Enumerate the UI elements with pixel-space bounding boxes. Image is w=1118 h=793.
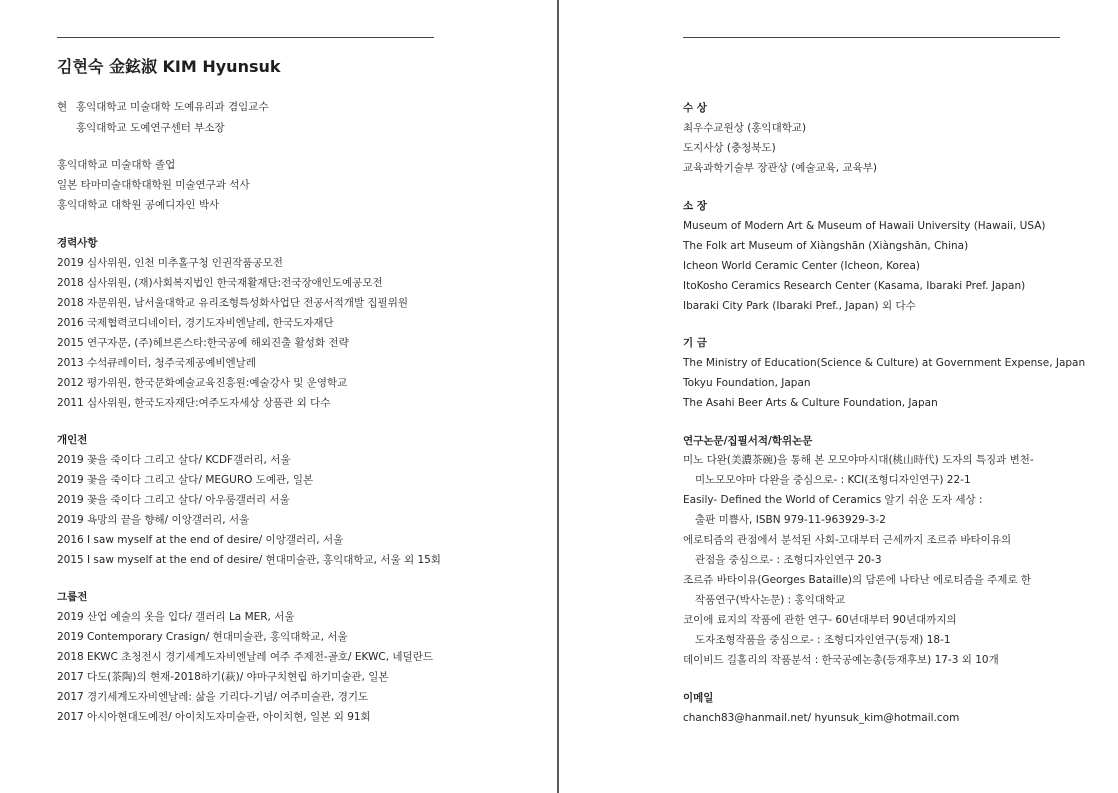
collection-item: The Folk art Museum of Xiàngshān (Xiàngshān, China) — [683, 240, 969, 252]
research-heading: 연구논문/집필서적/학위논문 — [683, 435, 813, 447]
career-heading: 경력사항 — [57, 237, 98, 249]
awards-heading: 수 상 — [683, 102, 707, 114]
collections-heading: 소 장 — [683, 200, 707, 212]
year: 2016 — [57, 534, 84, 546]
research-line: 미노 다완(美濃茶碗)을 통해 본 모모야마시대(桃山時代) 도자의 특징과 변천- — [683, 454, 1034, 466]
entry-text: 국제협력코디네이터, 경기도자비엔날레, 한국도자재단 — [87, 317, 334, 329]
award-item: 최우수교원상 (홍익대학교) — [683, 122, 807, 134]
funds-heading: 기 금 — [683, 337, 707, 349]
year: 2019 — [57, 454, 84, 466]
research-line: 작품연구(박사논문) : 홍익대학교 — [695, 594, 846, 606]
research-line: 조르쥬 바타이유(Georges Bataille)의 담론에 나타난 에로티즘을 주제로 한 — [683, 574, 1031, 586]
year: 2018 — [57, 297, 84, 309]
year: 2012 — [57, 377, 84, 389]
fund-item: Tokyu Foundation, Japan — [683, 377, 811, 389]
education-item: 홍익대학교 대학원 공예디자인 박사 — [57, 199, 220, 211]
solo-item — [57, 473, 313, 487]
email-heading: 이메일 — [683, 692, 714, 704]
page-spine — [557, 0, 559, 793]
year: 2019 — [57, 631, 84, 643]
career-item — [57, 356, 256, 370]
top-rule — [57, 37, 434, 38]
education-item: 일본 타마미술대학대학원 미술연구과 석사 — [57, 179, 250, 191]
entry-text: 수석큐레이터, 청주국제공예비엔날레 — [87, 357, 256, 369]
left-page — [0, 0, 558, 793]
year: 2013 — [57, 357, 84, 369]
career-item — [57, 316, 334, 330]
research-line: 관점을 중심으로- : 조형디자인연구 20-3 — [695, 554, 882, 566]
career-item — [57, 336, 349, 350]
year: 2019 — [57, 611, 84, 623]
email-addresses[interactable]: chanch83@hanmail.net/ hyunsuk_kim@hotmail.com — [683, 712, 960, 724]
group-item — [57, 610, 295, 624]
year: 2018 — [57, 277, 84, 289]
current-position-1: 홍익대학교 미술대학 도예유리과 겸임교수 — [76, 101, 269, 113]
top-rule — [683, 37, 1060, 38]
year: 2016 — [57, 317, 84, 329]
year: 2017 — [57, 711, 84, 723]
year: 2019 — [57, 474, 84, 486]
collection-item: Museum of Modern Art & Museum of Hawaii University (Hawaii, USA) — [683, 220, 1046, 232]
entry-text: 꽃을 죽이다 그리고 살다/ KCDF갤러리, 서울 — [87, 454, 291, 466]
artist-name: 김현숙 金鉉淑 KIM Hyunsuk — [57, 57, 281, 76]
entry-text: 꽃을 죽이다 그리고 살다/ MEGURO 도예관, 일본 — [87, 474, 314, 486]
group-item — [57, 690, 368, 704]
education-item: 홍익대학교 미술대학 졸업 — [57, 159, 176, 171]
entry-text: 자문위원, 남서울대학교 유리조형특성화사업단 전공서적개발 집필위원 — [87, 297, 408, 309]
group-item — [57, 670, 388, 684]
entry-text: 심사위원, 한국도자재단:여주도자세상 상품관 외 다수 — [87, 397, 331, 409]
year: 2019 — [57, 257, 84, 269]
year: 2015 — [57, 554, 84, 566]
group-item — [57, 650, 433, 664]
entry-text: 심사위원, (재)사회복지법인 한국재활재단:전국장애인도예공모전 — [87, 277, 383, 289]
entry-text: 경기세계도자비엔날레: 삶을 기리다-기념/ 여주미술관, 경기도 — [87, 691, 369, 703]
entry-text: 평가위원, 한국문화예술교육진흥원:예술강사 및 운영학교 — [87, 377, 348, 389]
collection-item: ItoKosho Ceramics Research Center (Kasama, Ibaraki Pref. Japan) — [683, 280, 1026, 292]
entry-text: 욕망의 끝을 향해/ 이앙갤러리, 서울 — [87, 514, 250, 526]
entry-text: 산업 예술의 옷을 입다/ 갤러리 La MER, 서울 — [87, 611, 295, 623]
research-line: 도자조형작품을 중심으로- : 조형디자인연구(등재) 18-1 — [695, 634, 951, 646]
research-line: Easily- Defined the World of Ceramics 알기 쉬운 도자 세상 : — [683, 494, 983, 506]
current-position-2: 홍익대학교 도예연구센터 부소장 — [76, 122, 225, 134]
right-page — [561, 0, 1118, 793]
career-item — [57, 296, 408, 310]
entry-text: 다도(茶陶)의 현재-2018하기(萩)/ 야마구치현립 하기미술관, 일본 — [87, 671, 389, 683]
solo-item — [57, 553, 441, 567]
entry-text: 아시아현대도예전/ 아이치도자미술관, 아이치현, 일본 외 91회 — [87, 711, 371, 723]
current-position — [57, 100, 269, 114]
year: 2011 — [57, 397, 84, 409]
entry-text: I saw myself at the end of desire/ 이앙갤러리, 서울 — [87, 534, 344, 546]
collection-item: Ibaraki City Park (Ibaraki Pref., Japan) 외 다수 — [683, 300, 916, 312]
solo-item — [57, 513, 249, 527]
entry-text: Contemporary Crasign/ 현대미술관, 홍익대학교, 서울 — [87, 631, 348, 643]
research-line: 에로티즘의 관점에서 분석된 사회-고대부터 근세까지 조르쥬 바타이유의 — [683, 534, 1012, 546]
entry-text: I saw myself at the end of desire/ 현대미술관, 홍익대학교, 서울 외 15회 — [87, 554, 441, 566]
year: 2019 — [57, 514, 84, 526]
fund-item: The Ministry of Education(Science & Culture) at Government Expense, Japan — [683, 357, 1086, 369]
year: 2017 — [57, 671, 84, 683]
research-line: 미노모모야마 다완을 중심으로- : KCI(조형디자인연구) 22-1 — [695, 474, 971, 486]
group-item — [57, 710, 371, 724]
research-line: 데이비드 길홀리의 작품분석 : 한국공예논총(등재후보) 17-3 외 10개 — [683, 654, 999, 666]
solo-item — [57, 453, 290, 467]
year: 2018 — [57, 651, 84, 663]
entry-text: 심사위원, 인천 미추홀구청 인권작품공모전 — [87, 257, 283, 269]
collection-item: Icheon World Ceramic Center (Icheon, Korea) — [683, 260, 921, 272]
group-item — [57, 630, 348, 644]
current-prefix: 현 — [57, 101, 68, 113]
entry-text: 꽃을 죽이다 그리고 살다/ 아우룸갤러리 서울 — [87, 494, 290, 506]
year: 2019 — [57, 494, 84, 506]
research-line: 출판 미쁨사, ISBN 979-11-963929-3-2 — [695, 514, 886, 526]
entry-text: 연구자문, (주)헤브론스타:한국공예 해외진출 활성화 전략 — [87, 337, 349, 349]
career-item — [57, 276, 383, 290]
solo-item — [57, 533, 343, 547]
entry-text: EKWC 초청전시 경기세계도자비엔날레 여주 주제전-골호/ EKWC, 네덜란드 — [87, 651, 433, 663]
fund-item: The Asahi Beer Arts & Culture Foundation, Japan — [683, 397, 938, 409]
year: 2017 — [57, 691, 84, 703]
career-item — [57, 256, 283, 270]
solo-item — [57, 493, 290, 507]
year: 2015 — [57, 337, 84, 349]
award-item: 교육과학기술부 장관상 (예술교육, 교육부) — [683, 162, 877, 174]
solo-heading: 개인전 — [57, 434, 88, 446]
career-item — [57, 376, 347, 390]
group-heading: 그룹전 — [57, 591, 88, 603]
career-item — [57, 396, 330, 410]
research-line: 코이에 료지의 작품에 관한 연구- 60년대부터 90년대까지의 — [683, 614, 957, 626]
award-item: 도지사상 (충청북도) — [683, 142, 776, 154]
